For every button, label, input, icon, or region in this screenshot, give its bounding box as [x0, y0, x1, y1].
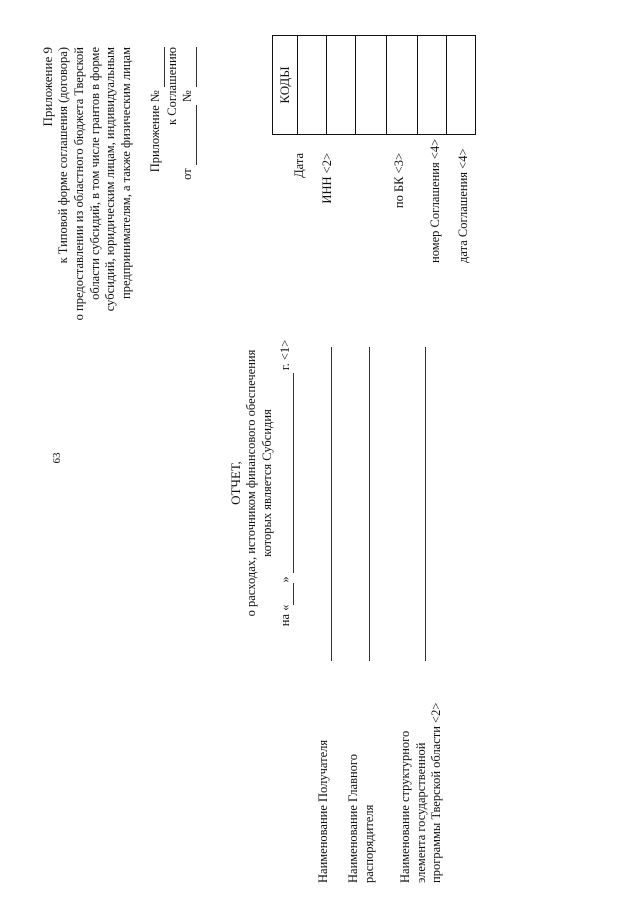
appendix-line-1: к Типовой форме соглашения (договора)	[56, 46, 71, 263]
recipient-label: Наименование Получателя	[316, 739, 330, 883]
code-cell-agreement-date[interactable]	[447, 35, 476, 134]
rotated-page-content	[40, 23, 600, 883]
code-cell-chief[interactable]	[356, 35, 387, 134]
agreement-date-label: дата Соглашения <4>	[456, 147, 470, 263]
codes-table	[272, 35, 476, 135]
report-title: ОТЧЕТ,	[228, 460, 243, 505]
chief-fill-line	[356, 347, 370, 661]
inn-label: ИНН <2>	[320, 152, 334, 204]
appendix-line-4: субсидий, юридическим лицам, индивидуальным	[103, 46, 118, 311]
appendix-number-blank	[148, 47, 165, 87]
code-cell-inn[interactable]	[327, 35, 356, 134]
appendix-title: Приложение 9	[40, 46, 55, 127]
recipient-fill-line	[318, 347, 332, 661]
date-label: Дата	[292, 152, 306, 178]
appendix-number-label: Приложение №	[148, 89, 162, 172]
program-label: Наименование структурного элемента государственной программы Тверской области <2>	[398, 702, 444, 883]
page-number: 63	[51, 452, 63, 464]
report-month-blank	[278, 373, 295, 573]
code-cell-bk[interactable]	[387, 35, 418, 134]
report-day-blank	[278, 582, 295, 604]
appendix-line-5: предпринимателям, а также физическим лицам	[118, 46, 133, 299]
report-subtitle-1: о расходах, источником финансового обеспечения	[244, 349, 259, 616]
agreement-no-blank	[180, 47, 197, 87]
agreement-no-label: №	[180, 89, 195, 102]
bk-label: по БК <3>	[392, 152, 406, 208]
report-date-prefix: на «	[277, 604, 292, 626]
appendix-line-3: области субсидий, в том числе грантов в форме	[87, 46, 102, 300]
agreement-to-label: к Соглашению	[164, 46, 179, 125]
agreement-from-label: от	[180, 167, 195, 180]
chief-label: Наименование Главного распорядителя	[346, 753, 376, 883]
report-date-suffix: г. <1>	[277, 339, 292, 370]
report-date-mid: »	[277, 575, 292, 583]
agreement-reference	[148, 47, 197, 247]
program-fill-line	[412, 347, 426, 661]
code-cell-agreement-number[interactable]	[418, 35, 447, 134]
appendix-header	[40, 47, 134, 427]
agreement-number-label: номер Соглашения <4>	[428, 138, 442, 263]
report-date-line	[278, 223, 295, 743]
agreement-date-blank	[180, 105, 197, 165]
report-title-block	[228, 223, 294, 743]
report-subtitle-2: которых является Субсидия	[259, 408, 274, 557]
codes-header: КОДЫ	[273, 35, 298, 134]
code-cell-date[interactable]	[298, 35, 327, 134]
appendix-line-2: о предоставлении из областного бюджета Тверской	[71, 46, 86, 320]
